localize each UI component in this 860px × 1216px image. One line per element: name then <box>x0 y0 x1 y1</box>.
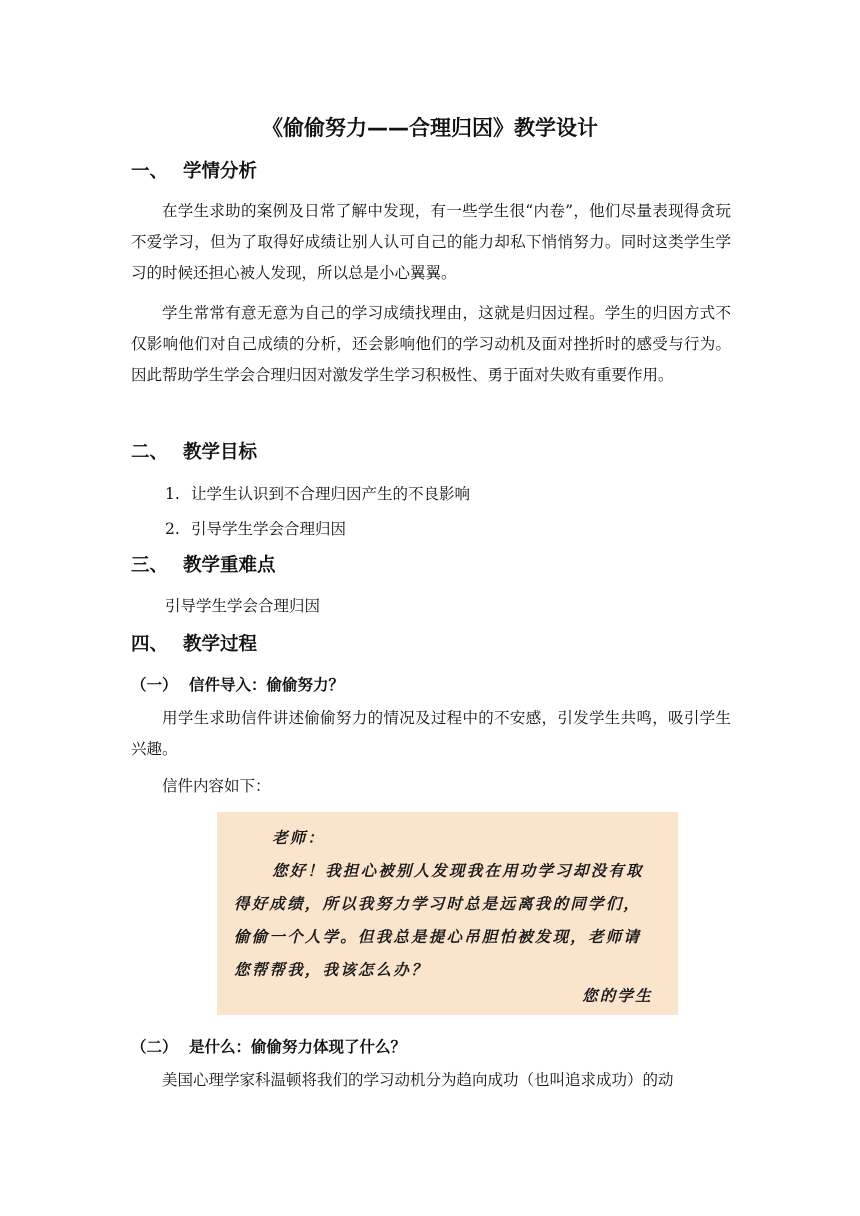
section-title: 教学重难点 <box>183 555 276 576</box>
keypoint-text: 引导学生学会合理归因 <box>165 597 321 615</box>
goal-number: 2. <box>165 520 180 538</box>
section-heading-analysis <box>131 159 257 185</box>
section-heading-goals <box>131 440 257 466</box>
subsection-heading-what <box>131 1035 406 1059</box>
analysis-paragraph-1: 在学生求助的案例及日常了解中发现，有一些学生很“内卷”，他们尽量表现得贪玩不爱学习，但为了取得好成绩让别人认可自己的能力却私下悄悄努力。同时这类学生学习的时候还担心被人发现，所以总是小心翼翼。 <box>131 202 731 282</box>
process-paragraph-3: 美国心理学家科温顿将我们的学习动机分为趋向成功（也叫追求成功）的动 <box>162 1071 674 1089</box>
section-heading-keypoints <box>131 553 276 579</box>
goal-text: 引导学生学会合理归因 <box>191 520 347 538</box>
goal-item-2 <box>165 517 346 541</box>
process-paragraph-2: 信件内容如下： <box>162 777 271 795</box>
letter-line-2: 得好成绩，所以我努力学习时总是远离我的同学们， <box>234 894 642 913</box>
subsection-number: （一） <box>131 676 178 694</box>
subsection-title: 是什么：偷偷努力体现了什么？ <box>189 1038 407 1056</box>
section-heading-process <box>131 632 257 658</box>
letter-image <box>217 812 678 1015</box>
goal-number: 1. <box>165 485 180 503</box>
letter-line-1: 您好！我担心被别人发现我在用功学习却没有取 <box>272 861 644 880</box>
goal-item-1 <box>165 482 470 506</box>
subsection-heading-letter-intro <box>131 673 344 697</box>
letter-greeting: 老师： <box>272 828 326 847</box>
letter-line-4: 您帮帮我，我该怎么办？ <box>234 960 429 979</box>
section-title: 教学目标 <box>183 442 258 463</box>
subsection-number: （二） <box>131 1038 178 1056</box>
letter-signature: 您的学生 <box>582 986 653 1005</box>
section-number: 三、 <box>131 555 169 576</box>
subsection-title: 信件导入：偷偷努力？ <box>189 676 345 694</box>
process-paragraph-1: 用学生求助信件讲述偷偷努力的情况及过程中的不安感，引发学生共鸣，吸引学生兴趣。 <box>131 709 731 758</box>
letter-line-3: 偷偷一个人学。但我总是提心吊胆怕被发现，老师请 <box>234 927 642 946</box>
section-title: 学情分析 <box>183 161 258 182</box>
document-title: 《偷偷努力——合理归因》教学设计 <box>262 116 598 140</box>
section-number: 二、 <box>131 442 169 463</box>
goal-text: 让学生认识到不合理归因产生的不良影响 <box>191 485 471 503</box>
section-number: 四、 <box>131 634 169 655</box>
section-title: 教学过程 <box>183 634 258 655</box>
section-number: 一、 <box>131 161 169 182</box>
analysis-paragraph-2: 学生常常有意无意为自己的学习成绩找理由，这就是归因过程。学生的归因方式不仅影响他们对自己成绩的分析，还会影响他们的学习动机及面对挫折时的感受与行为。因此帮助学生学会合理归因对激发学生学习积极性、勇于面对失败有重要作用。 <box>131 304 731 384</box>
